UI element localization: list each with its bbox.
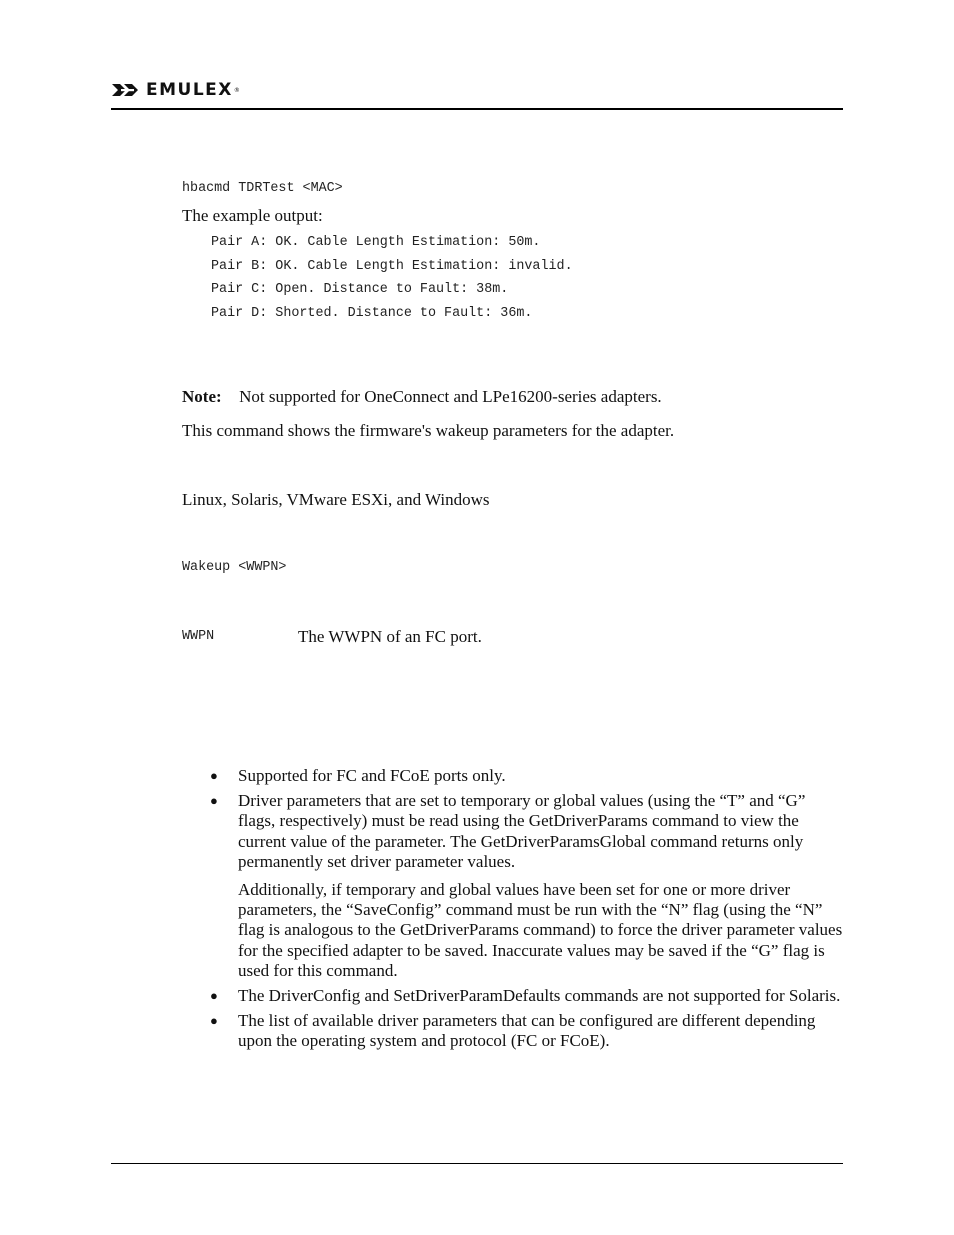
param-name: WWPN [182,629,215,644]
bullet-text: Supported for FC and FCoE ports only. [238,766,506,785]
note-label: Note: [182,387,222,406]
output-line: Pair A: OK. Cable Length Estimation: 50m. [211,235,541,250]
bullet-text: Driver parameters that are set to temporary or global values (using the “T” and “G” flags, respectively) must be read using the GetDriverParams command to view the current value of the parameter. The GetDriverParamsGlobal command returns only permanently set driver parameter values. [238,791,806,871]
header-rule [111,108,843,110]
logo-wordmark: EMULEX [146,80,233,100]
output-line: Pair B: OK. Cable Length Estimation: invalid. [211,259,573,274]
bullet-dot-icon: ● [210,768,218,783]
bullet-dot-icon: ● [210,1013,218,1029]
bullet-item [210,766,844,786]
bullet-text: The list of available driver parameters that can be configured are different depending upon the operating system and protocol (FC or FCoE). [238,1011,816,1051]
logo-trademark: ® [233,86,240,94]
bullet-text: Additionally, if temporary and global values have been set for one or more driver parameters, the “SaveConfig” command must be run with the “N” flag (using the “N” flag is analogous to the GetDriverParams command) to force the driver parameter values for the specified adapter to be saved. Inaccurate values may be saved if the “G” flag is used for this command. [238,880,843,980]
output-line: Pair D: Shorted. Distance to Fault: 36m. [211,306,533,321]
example-output-label: The example output: [182,206,323,225]
note-text: Not supported for OneConnect and LPe16200-series adapters. [239,387,662,406]
wakeup-description: This command shows the firmware's wakeup parameters for the adapter. [182,421,675,440]
bullet-item [210,986,844,1006]
bullet-item [210,1011,844,1051]
note [182,387,662,407]
param-description: The WWPN of an FC port. [298,627,482,646]
tdr-command: hbacmd TDRTest <MAC> [182,181,343,196]
bullet-dot-icon: ● [210,793,218,809]
wakeup-syntax: Wakeup <WWPN> [182,560,287,575]
bullet-item [210,791,844,981]
bullet-text: The DriverConfig and SetDriverParamDefaults commands are not supported for Solaris. [238,986,841,1006]
emulex-logo [111,80,240,100]
output-line: Pair C: Open. Distance to Fault: 38m. [211,282,509,297]
driver-params-bullet-list [210,766,844,1057]
bullet-dot-icon: ● [210,988,218,1004]
footer-rule [111,1163,843,1164]
emulex-logo-icon [111,82,141,98]
supported-platforms: Linux, Solaris, VMware ESXi, and Windows [182,490,490,509]
